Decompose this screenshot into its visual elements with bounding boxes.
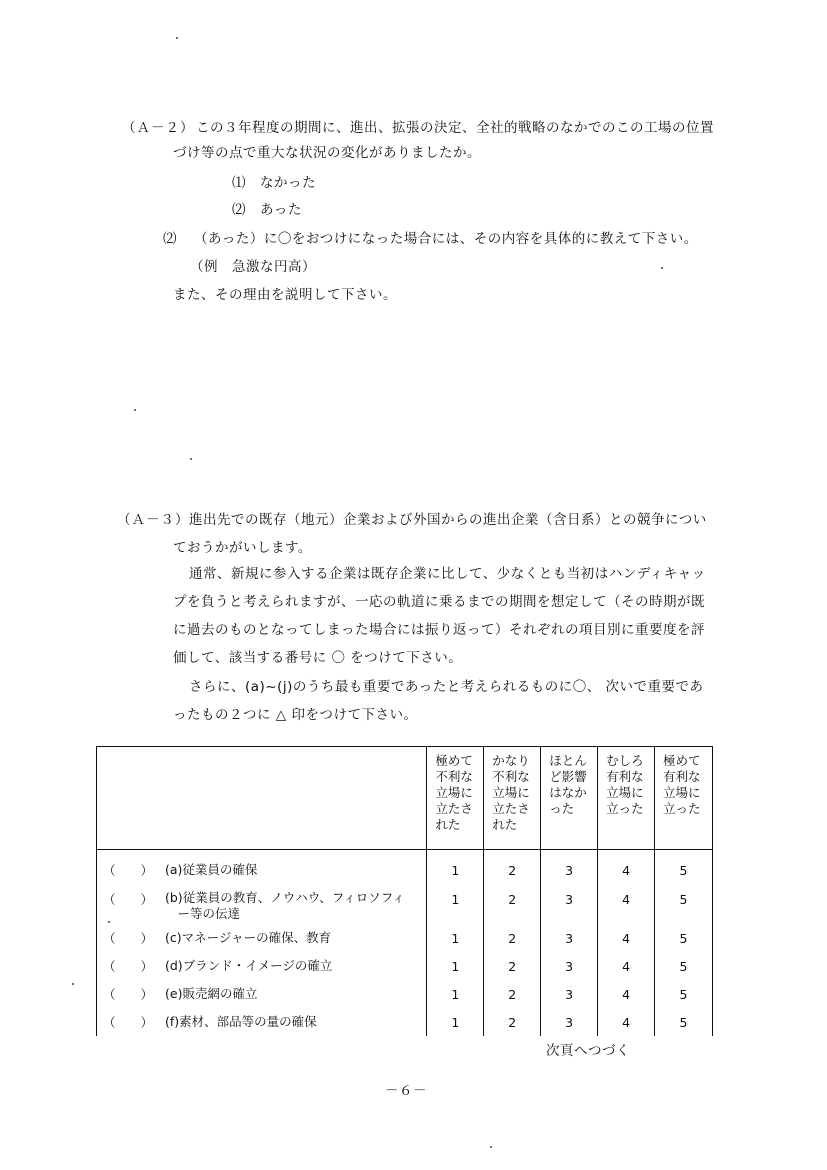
scale-option[interactable]: 1 [451,930,460,946]
scale-option[interactable]: 5 [679,986,688,1002]
scale-option[interactable]: 5 [679,892,688,907]
item-b [103,884,426,924]
scan-speck [176,37,178,39]
scale-column-3 [541,850,598,1037]
scale-option[interactable]: 4 [622,1014,631,1030]
item-d [103,952,426,980]
item-label: (b)従業員の教育、ノウハウ、フィロソフィ ー等の伝達 [165,890,405,921]
scale-header-very-unfavorable: 極めて 不利な 立場に 立たさ れた [427,747,484,850]
item-e [103,980,426,1008]
question-a3-text-line1: 進出先での既存（地元）企業および外国からの進出企業（含日系）との競争につい [189,512,707,528]
question-a3-label: （Ａ－３） [117,512,190,528]
scale-option[interactable]: 4 [622,986,631,1002]
question-a2-reason-prompt: また、その理由を説明して下さい。 [173,287,397,303]
rank-mark-field[interactable]: （ ） [103,987,154,1002]
continued-next-page-note: 次頁へつづく [546,1043,630,1059]
question-a2-text-line1: この３年程度の期間に、進出、拡張の決定、全社的戦略のなかでのこの工場の位置 [196,120,714,136]
scale-option[interactable]: 3 [565,986,574,1002]
scale-option[interactable]: 4 [622,930,631,946]
scale-option[interactable]: 1 [451,892,460,907]
scale-header-no-effect: ほとん ど影響 はなか った [541,747,598,850]
question-a3-para1-line3: に過去のものとなってしまった場合には振り返って）それぞれの項目別に重要度を評 [173,622,705,638]
scale-option[interactable]: 2 [508,930,517,946]
scale-header-unfavorable: かなり 不利な 立場に 立たさ れた [484,747,541,850]
question-a3-para1-line4: 価して、該当する番号に 〇 をつけて下さい。 [173,650,463,666]
question-a2-label: （Ａ－２） [122,120,195,136]
scale-option[interactable]: 5 [679,958,688,974]
rank-mark-field[interactable]: （ ） [103,892,154,907]
scale-option[interactable]: 5 [679,930,688,946]
question-a3-para2-line1: さらに、(a)~(j)のうち最も重要であったと考えられるものに〇、 次いで重要であ [189,679,704,695]
scale-option[interactable]: 4 [622,892,631,907]
scale-option[interactable]: 2 [508,892,517,907]
rating-table [96,746,713,1036]
item-label: (d)ブランド・イメージの確立 [165,958,333,973]
scan-speck [190,458,192,460]
scan-speck [661,267,663,269]
scale-option[interactable]: 3 [565,958,574,974]
scale-option[interactable]: 1 [451,1014,460,1030]
scale-option[interactable]: 5 [679,1014,688,1030]
rank-mark-field[interactable]: （ ） [103,959,154,974]
scale-option[interactable]: 3 [565,930,574,946]
question-a3-text-line2: ておうかがいします。 [173,540,312,556]
scan-speck [134,409,136,411]
item-label: (f)素材、部品等の量の確保 [165,1014,317,1029]
rating-table-header-blank [97,747,427,850]
scale-header-very-favorable: 極めて 有利な 立場に 立った [655,747,713,850]
scale-option[interactable]: 2 [508,862,517,878]
item-label: (e)販売網の確立 [165,986,258,1001]
question-a2-example: （例 急激な円高） [190,259,316,275]
question-a3-para1-line1: 通常、新規に参入する企業は既存企業に比して、少なくとも当初はハンディキャッ [189,566,706,582]
rating-table-header-row [97,747,713,850]
scale-column-4 [598,850,655,1037]
scan-speck [72,983,74,985]
scale-option[interactable]: 4 [622,958,631,974]
scale-header-favorable: むしろ 有利な 立場に 立った [598,747,655,850]
question-a2-option-2: ⑵ あった [232,202,302,218]
question-a2-text-line2: づけ等の点で重大な状況の変化がありましたか。 [173,145,481,161]
scale-column-1 [427,850,484,1037]
scale-option[interactable]: 3 [565,1014,574,1030]
rank-mark-field[interactable]: （ ） [103,931,154,946]
scale-option[interactable]: 1 [451,986,460,1002]
item-label: (a)従業員の確保 [165,862,258,877]
question-a2-option-1: ⑴ なかった [232,175,316,191]
item-a [103,856,426,884]
item-f [103,1008,426,1036]
question-a2-followup-text: （あった）に〇をおつけになった場合には、その内容を具体的に教えて下さい。 [194,231,698,247]
scale-option[interactable]: 5 [679,862,688,878]
scale-option[interactable]: 2 [508,1014,517,1030]
question-a3-para1-line2: プを負うと考えられますが、一応の軌道に乗るまでの期間を想定して（その時期が既 [173,594,705,610]
scale-column-2 [484,850,541,1037]
rank-mark-field[interactable]: （ ） [103,863,154,878]
scale-option[interactable]: 1 [451,862,460,878]
question-a2-followup-number: ⑵ [163,231,177,247]
item-label: (c)マネージャーの確保、教育 [165,930,332,945]
rank-mark-field[interactable]: （ ） [103,1015,154,1030]
scale-column-5 [655,850,713,1037]
scan-speck [490,1146,492,1148]
scale-option[interactable]: 4 [622,862,631,878]
page-number: －６－ [385,1083,427,1099]
scale-option[interactable]: 1 [451,958,460,974]
scan-speck [108,921,110,923]
question-a3-para2-line2: ったもの２つに △ 印をつけて下さい。 [173,707,418,723]
scale-option[interactable]: 2 [508,958,517,974]
item-c [103,924,426,952]
scale-option[interactable]: 3 [565,892,574,907]
scale-option[interactable]: 2 [508,986,517,1002]
table-row [97,850,713,1037]
scale-option[interactable]: 3 [565,862,574,878]
